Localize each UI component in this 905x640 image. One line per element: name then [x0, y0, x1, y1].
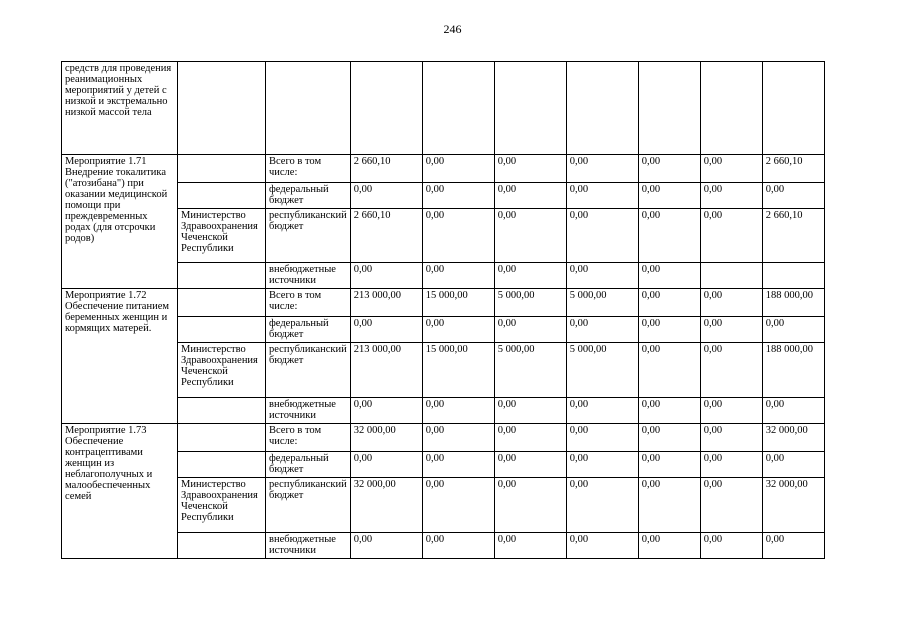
- value-cell: 0,00: [638, 155, 700, 183]
- value-cell: 0,00: [350, 263, 422, 289]
- funding-source: Всего в том числе:: [266, 289, 351, 317]
- value-cell: [566, 62, 638, 155]
- value-cell: 188 000,00: [762, 343, 824, 398]
- value-cell: [422, 62, 494, 155]
- table-row: [62, 289, 825, 317]
- value-cell: 15 000,00: [422, 343, 494, 398]
- event-title: Мероприятие 1.71 Внедрение токалитика ("атозибана") при оказании медицинской помощи при преждевременных родах (для отсрочки родов): [62, 155, 178, 289]
- funding-source: республиканский бюджет: [266, 343, 351, 398]
- value-cell: 5 000,00: [566, 343, 638, 398]
- event-title: Мероприятие 1.73 Обеспечение контрацептивами женщин из неблагополучных и малообеспеченных семей: [62, 424, 178, 559]
- value-cell: 0,00: [494, 398, 566, 424]
- value-cell: 32 000,00: [762, 424, 824, 452]
- value-cell: 0,00: [422, 209, 494, 263]
- value-cell: 0,00: [638, 183, 700, 209]
- value-cell: 0,00: [494, 209, 566, 263]
- value-cell: 2 660,10: [762, 209, 824, 263]
- value-cell: 0,00: [566, 398, 638, 424]
- executor-name: Министерство Здравоохранения Чеченской Республики: [178, 343, 266, 398]
- value-cell: [762, 62, 824, 155]
- value-cell: 0,00: [422, 478, 494, 533]
- value-cell: 0,00: [350, 533, 422, 559]
- value-cell: 0,00: [638, 209, 700, 263]
- value-cell: 0,00: [422, 533, 494, 559]
- value-cell: [700, 263, 762, 289]
- funding-source: федеральный бюджет: [266, 183, 351, 209]
- funding-source: внебюджетные источники: [266, 533, 351, 559]
- executor-cell: [178, 155, 266, 183]
- value-cell: 0,00: [762, 317, 824, 343]
- value-cell: 0,00: [700, 317, 762, 343]
- value-cell: 0,00: [494, 478, 566, 533]
- value-cell: 0,00: [700, 424, 762, 452]
- value-cell: 0,00: [638, 478, 700, 533]
- value-cell: 0,00: [494, 183, 566, 209]
- funding-source: республиканский бюджет: [266, 209, 351, 263]
- value-cell: 0,00: [762, 533, 824, 559]
- value-cell: 0,00: [638, 452, 700, 478]
- value-cell: 2 660,10: [350, 209, 422, 263]
- event-title: Мероприятие 1.72 Обеспечение питанием беременных женщин и кормящих матерей.: [62, 289, 178, 424]
- value-cell: 0,00: [422, 424, 494, 452]
- value-cell: 0,00: [638, 398, 700, 424]
- value-cell: 0,00: [350, 398, 422, 424]
- funding-source: федеральный бюджет: [266, 452, 351, 478]
- executor-name: Министерство Здравоохранения Чеченской Республики: [178, 209, 266, 263]
- value-cell: 0,00: [700, 478, 762, 533]
- funding-source: внебюджетные источники: [266, 263, 351, 289]
- value-cell: 0,00: [422, 183, 494, 209]
- value-cell: 0,00: [566, 209, 638, 263]
- value-cell: 0,00: [762, 183, 824, 209]
- value-cell: 0,00: [494, 155, 566, 183]
- value-cell: 15 000,00: [422, 289, 494, 317]
- funding-source: Всего в том числе:: [266, 155, 351, 183]
- value-cell: 0,00: [700, 209, 762, 263]
- value-cell: 32 000,00: [762, 478, 824, 533]
- value-cell: 0,00: [638, 424, 700, 452]
- value-cell: [762, 263, 824, 289]
- value-cell: 0,00: [638, 343, 700, 398]
- funding-source: внебюджетные источники: [266, 398, 351, 424]
- value-cell: 213 000,00: [350, 289, 422, 317]
- value-cell: 0,00: [422, 317, 494, 343]
- executor-name: Министерство Здравоохранения Чеченской Республики: [178, 478, 266, 533]
- executor-cell: [178, 263, 266, 289]
- value-cell: 0,00: [494, 533, 566, 559]
- value-cell: 0,00: [566, 452, 638, 478]
- executor-cell: [178, 317, 266, 343]
- funding-source: Всего в том числе:: [266, 424, 351, 452]
- funding-source: федеральный бюджет: [266, 317, 351, 343]
- value-cell: 0,00: [350, 452, 422, 478]
- value-cell: 0,00: [638, 317, 700, 343]
- value-cell: [700, 62, 762, 155]
- page-number: 246: [443, 22, 462, 36]
- value-cell: 188 000,00: [762, 289, 824, 317]
- value-cell: 213 000,00: [350, 343, 422, 398]
- budget-table: [61, 61, 825, 559]
- executor-cell: [178, 62, 266, 155]
- value-cell: 0,00: [350, 183, 422, 209]
- value-cell: 0,00: [700, 183, 762, 209]
- funding-source: республиканский бюджет: [266, 478, 351, 533]
- value-cell: 0,00: [494, 452, 566, 478]
- executor-cell: [178, 183, 266, 209]
- value-cell: 5 000,00: [494, 343, 566, 398]
- value-cell: 0,00: [566, 533, 638, 559]
- executor-cell: [178, 289, 266, 317]
- executor-cell: [178, 398, 266, 424]
- value-cell: 0,00: [638, 533, 700, 559]
- executor-cell: [178, 452, 266, 478]
- value-cell: 0,00: [700, 533, 762, 559]
- value-cell: 0,00: [700, 289, 762, 317]
- value-cell: 0,00: [566, 424, 638, 452]
- value-cell: 0,00: [566, 263, 638, 289]
- value-cell: 0,00: [566, 478, 638, 533]
- value-cell: [494, 62, 566, 155]
- value-cell: 0,00: [422, 263, 494, 289]
- value-cell: 0,00: [422, 452, 494, 478]
- value-cell: 0,00: [700, 343, 762, 398]
- value-cell: 0,00: [638, 263, 700, 289]
- value-cell: 0,00: [566, 317, 638, 343]
- table-row: [62, 155, 825, 183]
- value-cell: 5 000,00: [566, 289, 638, 317]
- value-cell: 0,00: [566, 183, 638, 209]
- value-cell: 0,00: [494, 317, 566, 343]
- value-cell: [638, 62, 700, 155]
- table-row: [62, 424, 825, 452]
- executor-cell: [178, 533, 266, 559]
- value-cell: 0,00: [700, 398, 762, 424]
- value-cell: 0,00: [762, 398, 824, 424]
- value-cell: 0,00: [422, 155, 494, 183]
- event-description-continued: средств для проведения реанимационных мероприятий у детей с низкой и экстремально низкой массой тела: [62, 62, 178, 155]
- value-cell: 0,00: [700, 155, 762, 183]
- value-cell: 5 000,00: [494, 289, 566, 317]
- value-cell: [350, 62, 422, 155]
- value-cell: 2 660,10: [762, 155, 824, 183]
- value-cell: 0,00: [422, 398, 494, 424]
- value-cell: 0,00: [638, 289, 700, 317]
- value-cell: 0,00: [494, 424, 566, 452]
- value-cell: 0,00: [494, 263, 566, 289]
- value-cell: 32 000,00: [350, 478, 422, 533]
- source-cell: [266, 62, 351, 155]
- value-cell: 0,00: [700, 452, 762, 478]
- value-cell: 0,00: [762, 452, 824, 478]
- executor-cell: [178, 424, 266, 452]
- value-cell: 0,00: [566, 155, 638, 183]
- value-cell: 2 660,10: [350, 155, 422, 183]
- value-cell: 32 000,00: [350, 424, 422, 452]
- value-cell: 0,00: [350, 317, 422, 343]
- table-row: [62, 62, 825, 155]
